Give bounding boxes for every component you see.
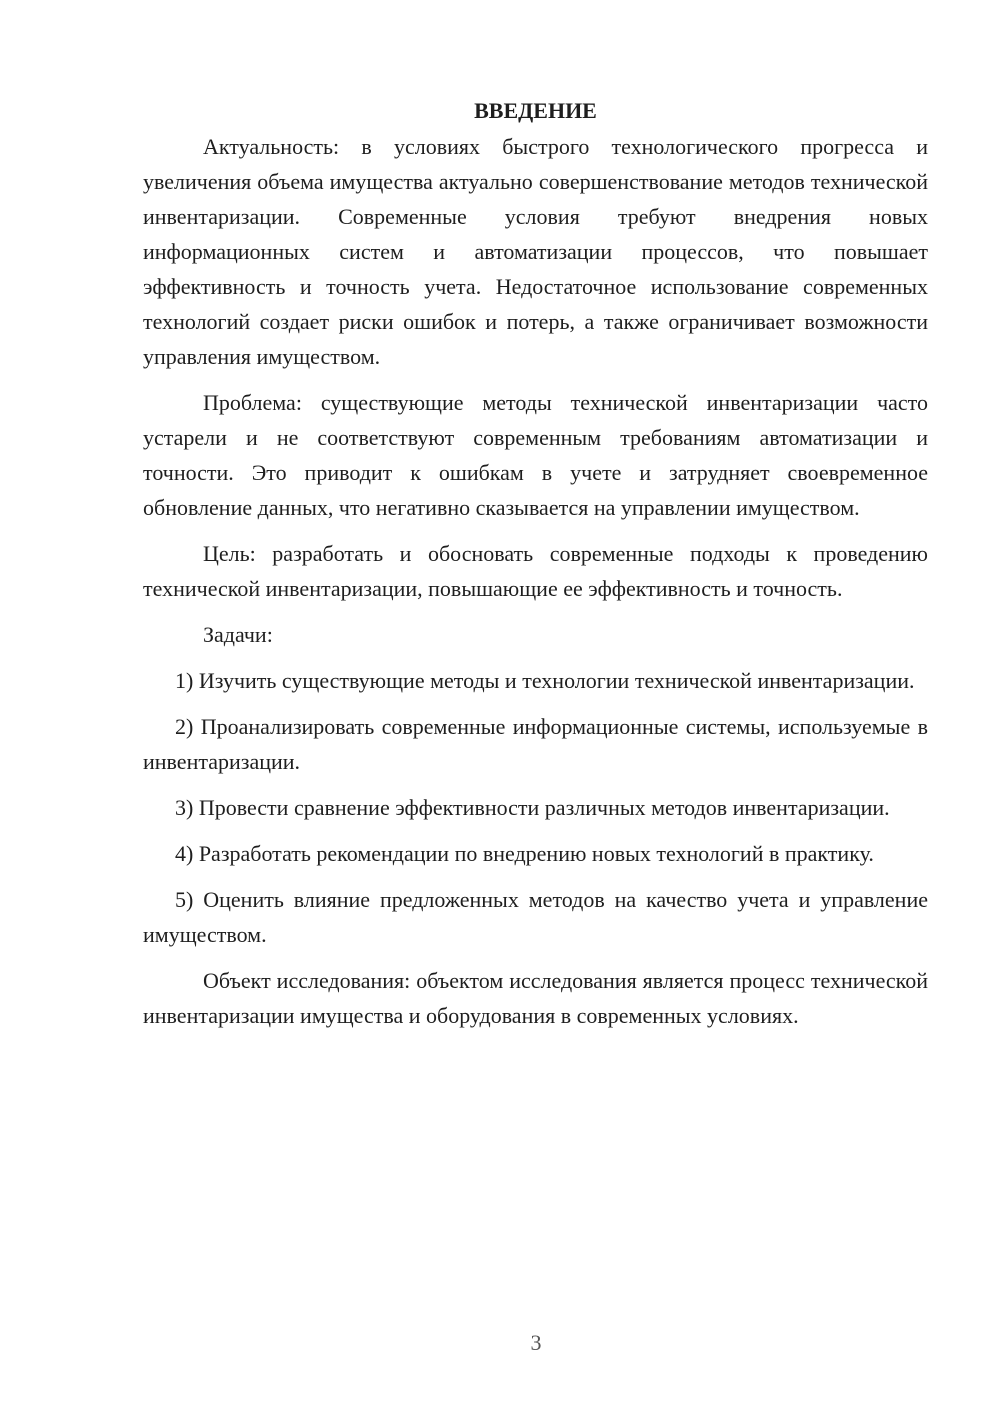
section-title: ВВЕДЕНИЕ bbox=[474, 98, 597, 123]
paragraph-relevance: Актуальность: в условиях быстрого технологического прогресса и увеличения объема имущества актуально совершенствование методов технической инвентаризации. Современные условия требуют внедрения новых информационных систем и автоматизации процессов, что повышает эффективность и точность учета. Недостаточное использование современных технологий создает риски ошибок и потерь, а также ограничивает возможности управления имуществом. bbox=[143, 134, 928, 369]
paragraph-object: Объект исследования: объектом исследования является процесс технической инвентаризации имущества и оборудования в современных условиях. bbox=[143, 968, 928, 1028]
document-page bbox=[143, 93, 928, 1044]
task-item-3: 3) Провести сравнение эффективности различных методов инвентаризации. bbox=[175, 795, 890, 820]
paragraph-problem: Проблема: существующие методы технической инвентаризации часто устарели и не соответствуют современным требованиям автоматизации и точности. Это приводит к ошибкам в учете и затрудняет своевременное обновление данных, что негативно сказывается на управлении имуществом. bbox=[143, 390, 928, 520]
paragraph-goal: Цель: разработать и обосновать современные подходы к проведению технической инвентаризации, повышающие ее эффективность и точность. bbox=[143, 541, 928, 601]
page-number: 3 bbox=[530, 1330, 542, 1355]
tasks-heading: Задачи: bbox=[203, 622, 273, 647]
task-item-4: 4) Разработать рекомендации по внедрению новых технологий в практику. bbox=[175, 841, 874, 866]
task-item-1: 1) Изучить существующие методы и технологии технической инвентаризации. bbox=[175, 668, 915, 693]
task-item-2: 2) Проанализировать современные информационные системы, используемые в инвентаризации. bbox=[143, 714, 928, 774]
task-item-5: 5) Оценить влияние предложенных методов на качество учета и управление имуществом. bbox=[143, 887, 928, 947]
